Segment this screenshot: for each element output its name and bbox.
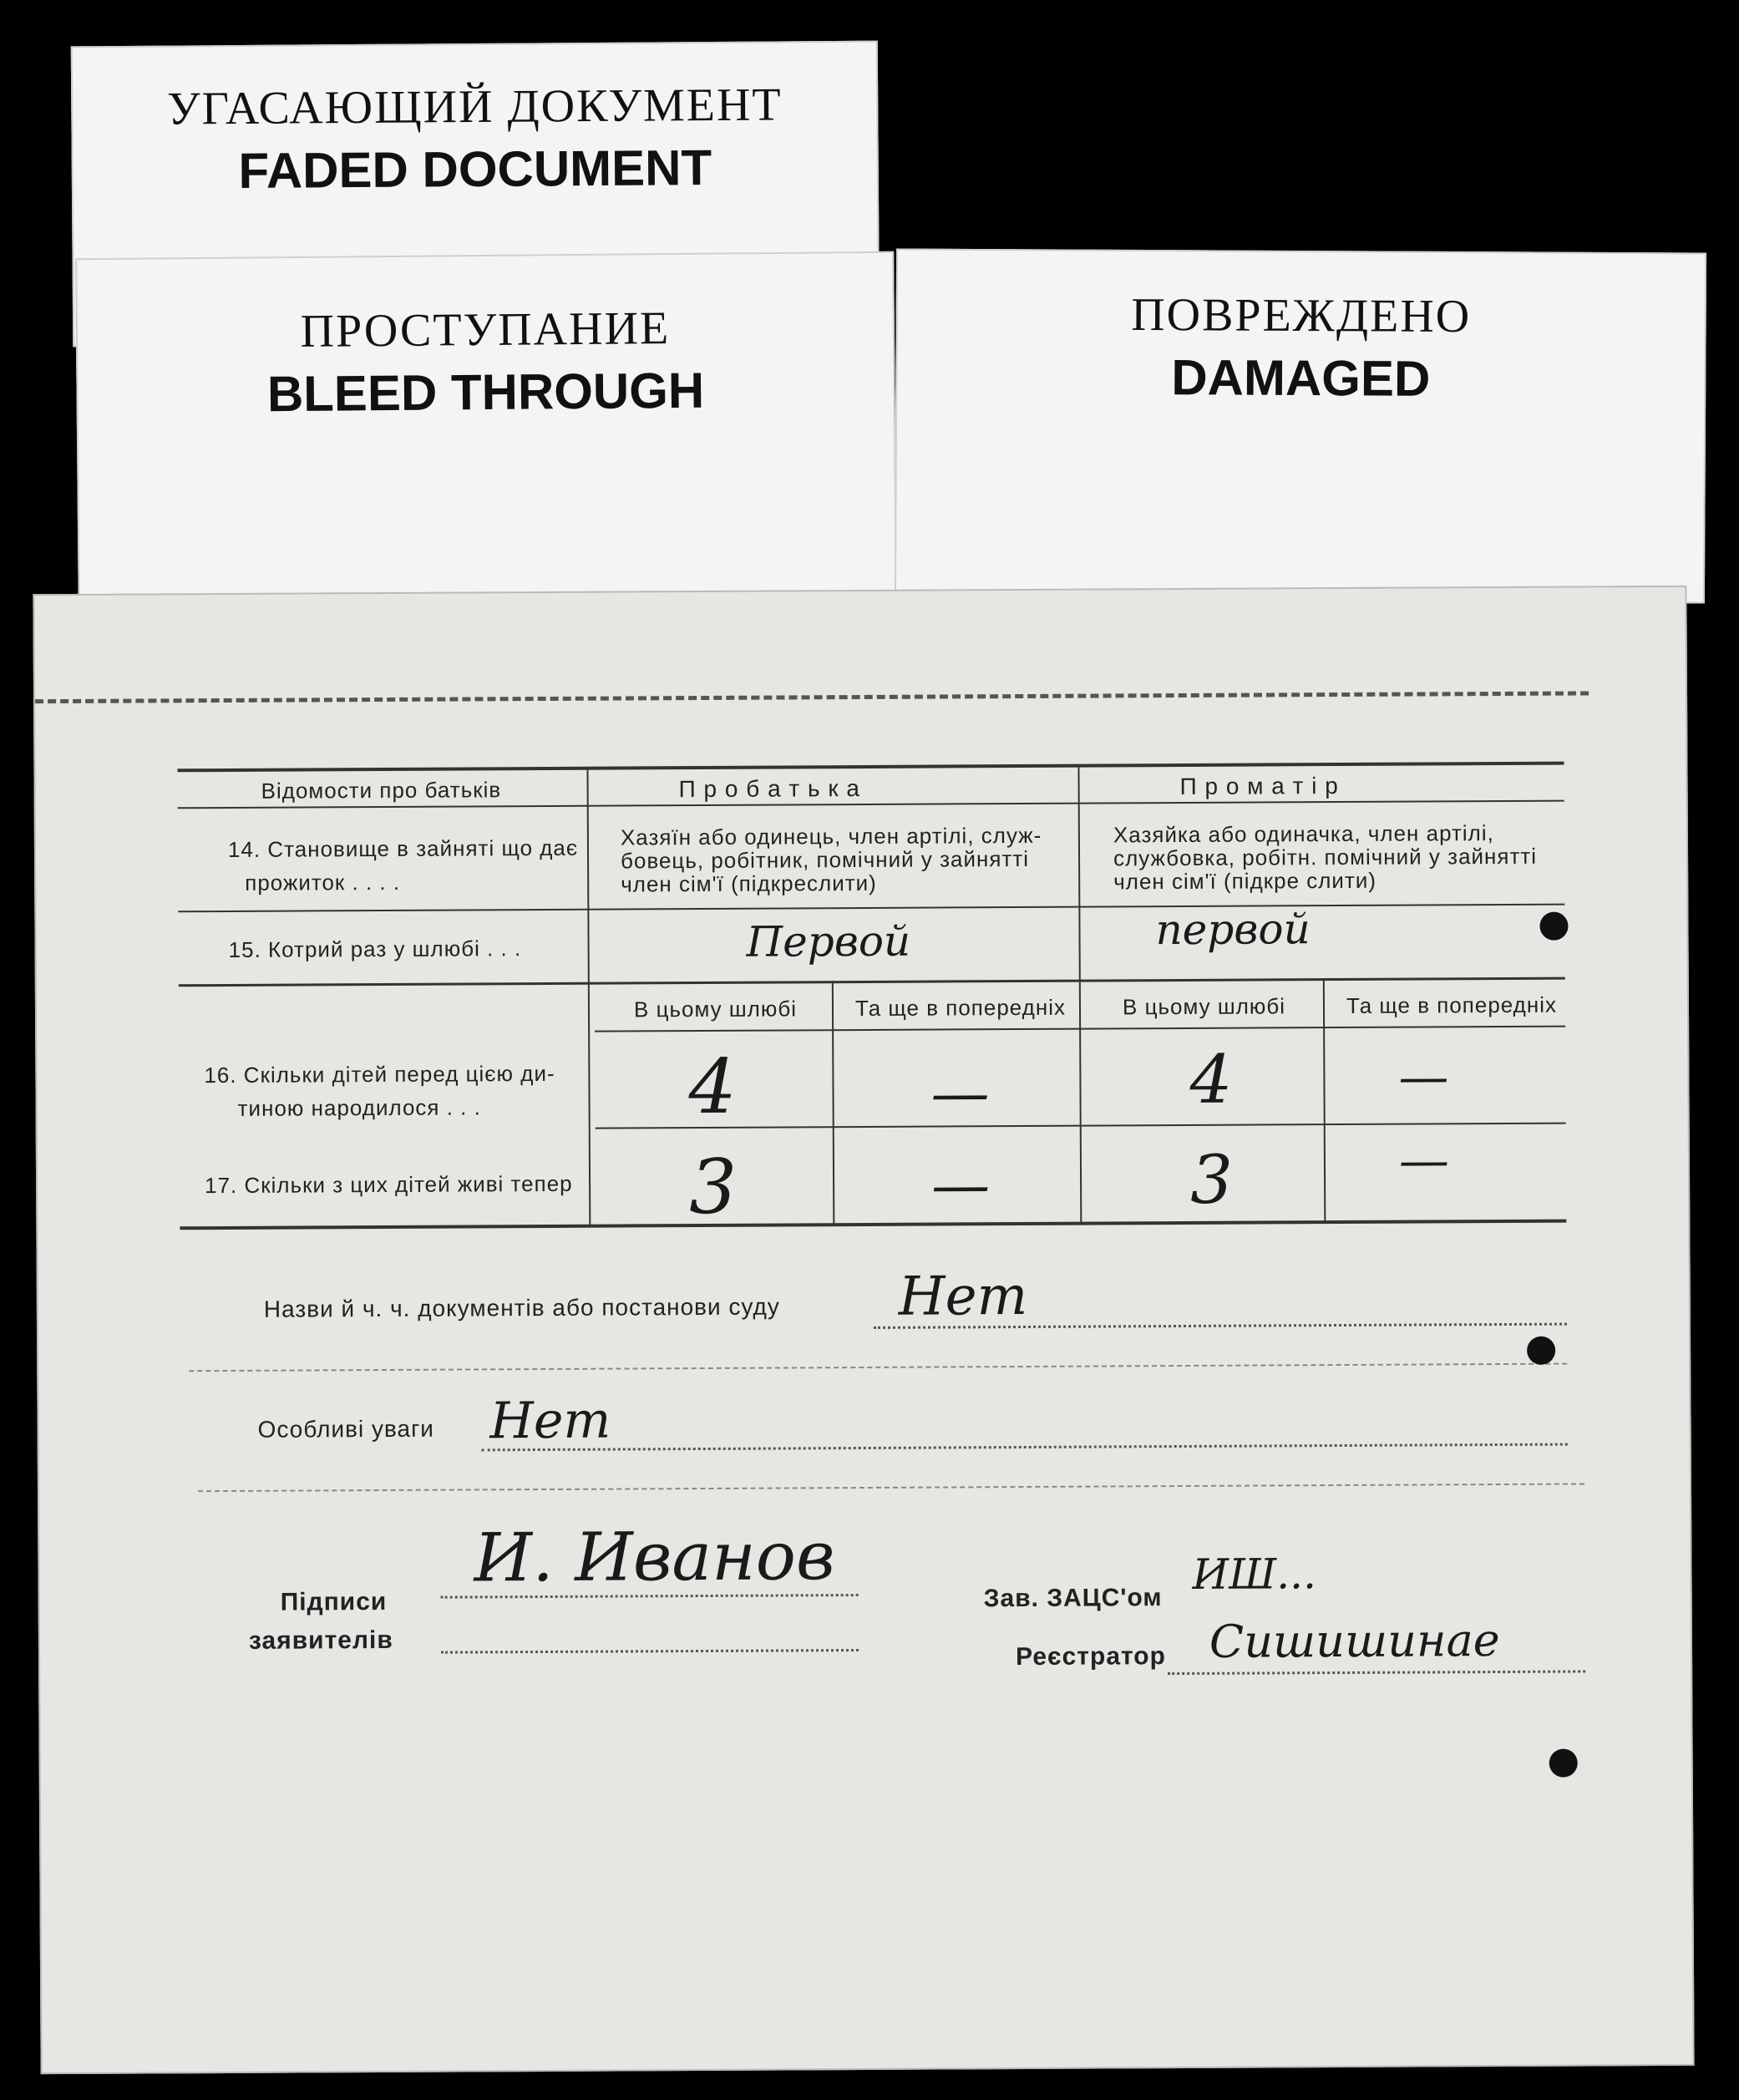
applicant-signature: И. Иванов — [474, 1517, 835, 1597]
col-divider-label — [586, 767, 591, 1226]
row15-rule — [179, 977, 1565, 987]
subheader-mother-this: В цьому шлюбі — [1122, 993, 1286, 1020]
documents-extra-line — [189, 1363, 1567, 1372]
row14-label-line1: 14. Становище в зайнятi що дає — [227, 834, 579, 862]
row16-father-prev: — — [930, 1058, 990, 1128]
damaged-card — [895, 248, 1706, 603]
row16-label-line2: тиною народилося . . . — [237, 1094, 481, 1121]
row14-mother-line2: службовка, робітн. помічний у зайнятті — [1113, 843, 1538, 871]
damaged-label-ru: ПОВРЕЖДЕНО — [1131, 288, 1472, 343]
table-top-rule — [177, 762, 1564, 773]
row14-label-line2: прожиток . . . . — [245, 869, 401, 895]
row17-label: 17. Скільки з цих дітей живі тепер — [205, 1170, 573, 1199]
header-about-mother: П р о м а т і р — [1179, 773, 1339, 800]
table-bottom-rule — [180, 1220, 1566, 1230]
faded-label-ru: УГАСАЮЩИЙ ДОКУМЕНТ — [166, 79, 783, 135]
row17-father-prev: — — [930, 1150, 991, 1220]
row16-mother-this: 4 — [1189, 1040, 1233, 1118]
row17-mother-this: 3 — [1189, 1140, 1234, 1219]
punch-hole — [1549, 1749, 1578, 1778]
row16-label-line1: 16. Скільки дітей перед цією ди- — [204, 1060, 555, 1088]
subheader-father-this: В цьому шлюбі — [633, 996, 798, 1022]
subheader-father-prev: Та ще в попередніх — [854, 994, 1067, 1022]
head-label: Зав. ЗАЦС'ом — [983, 1584, 1163, 1613]
row16-mother-prev: — — [1398, 1047, 1449, 1107]
applicants-label-line2: заявителів — [248, 1626, 393, 1655]
perforation-line — [35, 691, 1589, 703]
registrar-signature-line — [1168, 1670, 1585, 1675]
row14-mother-line1: Хазяйка або одиначка, член артілі, — [1113, 820, 1494, 848]
row14-father-line2: бовець, робітник, помічний у зайнятті — [620, 845, 1030, 874]
registrar-label: Реєстратор — [1015, 1642, 1166, 1671]
row15-father-value: Первой — [746, 916, 911, 966]
punch-hole — [1539, 912, 1568, 941]
bleed-label-en: BLEED THROUGH — [266, 362, 705, 423]
registrar-signature: Сишишинае — [1209, 1614, 1500, 1668]
punch-hole — [1527, 1337, 1555, 1365]
damaged-label-en: DAMAGED — [1171, 349, 1431, 407]
head-signature: ИШ... — [1192, 1550, 1317, 1599]
header-parents-info: Відомости про батьків — [261, 777, 502, 804]
remarks-extra-line — [198, 1483, 1584, 1492]
row14-father-line1: Хазяїн або одинець, член артілі, служ- — [620, 822, 1042, 850]
row15-mother-value: первой — [1155, 905, 1311, 955]
row15-label: 15. Котрий раз у шлюбі . . . — [228, 936, 522, 962]
documents-label: Назви й ч. ч. документів або постанови суду — [263, 1293, 780, 1322]
remarks-value: Нет — [489, 1391, 611, 1451]
row14-rule — [178, 904, 1564, 913]
bleed-through-card — [75, 251, 897, 618]
col-divider-mother — [1323, 978, 1326, 1222]
col-divider-parents — [1077, 764, 1082, 1224]
col-divider-father — [832, 981, 835, 1225]
remarks-label: Особливі уваги — [257, 1415, 434, 1443]
documents-value: Нет — [898, 1265, 1028, 1328]
subheader-mother-prev: Та ще в попередніх — [1346, 992, 1558, 1018]
row14-mother-line3: член сім'ї (підкре слити) — [1113, 867, 1377, 895]
bleed-label-ru: ПРОСТУПАНИЕ — [300, 302, 671, 358]
applicant-signature-line2 — [441, 1649, 859, 1654]
applicants-label-line1: Підписи — [280, 1587, 388, 1616]
row14-father-line3: член сім'ї (підкреслити) — [621, 870, 877, 897]
row17-father-this: 3 — [688, 1143, 738, 1232]
remarks-value-line — [482, 1443, 1568, 1452]
faded-label-en: FADED DOCUMENT — [238, 139, 712, 199]
registration-form-sheet — [33, 586, 1694, 2074]
row17-mother-prev: — — [1398, 1131, 1450, 1190]
header-about-father: П р о б а т ь к а — [678, 775, 861, 803]
row16-father-this: 4 — [688, 1042, 738, 1132]
